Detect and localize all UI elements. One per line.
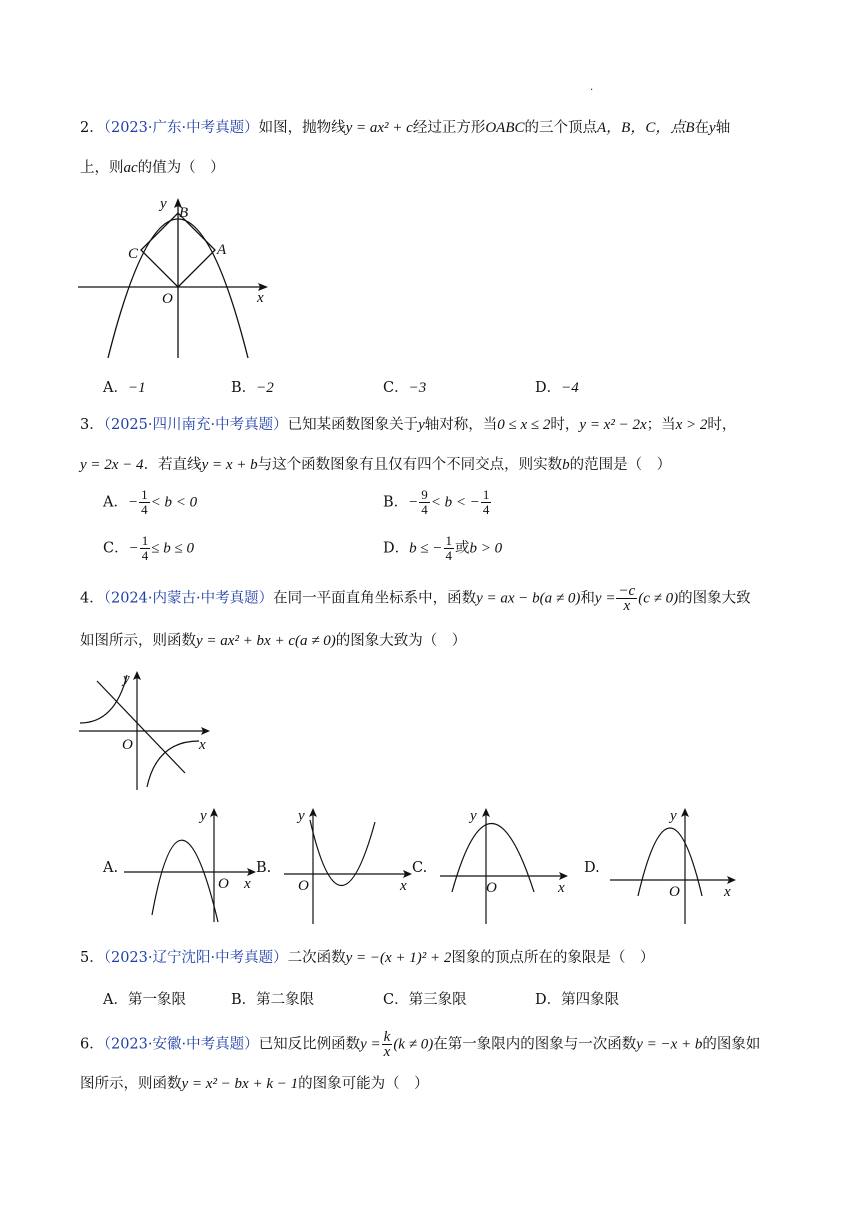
- hyperbola-branch-lower: [147, 741, 199, 787]
- option-text: 或: [455, 540, 470, 557]
- fraction: [616, 584, 637, 613]
- question-text: ．若直线: [143, 457, 202, 473]
- question-source: （2023·安徽·中考真题）: [103, 1036, 259, 1053]
- line-graph: [97, 681, 185, 773]
- question-text: 经过正方形: [412, 120, 486, 136]
- q3-option-b[interactable]: [383, 488, 492, 517]
- fraction-numerator: 1: [482, 487, 490, 502]
- formula: y: [709, 120, 716, 136]
- formula: y = x² − bx + k − 1: [181, 1076, 299, 1092]
- fraction-numerator: 1: [141, 487, 148, 502]
- label-x: x: [400, 878, 407, 894]
- fraction-denominator: 4: [482, 502, 490, 517]
- label-o: O: [218, 876, 229, 892]
- question-text: 在: [694, 120, 710, 136]
- question-text: 的图象大致: [678, 590, 751, 607]
- question-3-line-2: [80, 455, 671, 475]
- label-x: x: [257, 290, 264, 306]
- label-o: O: [162, 291, 173, 307]
- q5-option-c[interactable]: [383, 988, 467, 1009]
- question-text: 二次函数: [287, 950, 346, 966]
- label-y: y: [670, 808, 677, 824]
- option-letter: B．: [383, 494, 409, 511]
- q4-choice-c-label[interactable]: C.: [412, 860, 428, 876]
- formula: (k ≠ 0): [393, 1036, 434, 1053]
- question-text: ；当: [646, 417, 676, 433]
- label-y: y: [200, 808, 207, 824]
- fraction: [444, 534, 455, 563]
- option-letter: B．: [231, 992, 257, 1008]
- q3-option-c[interactable]: [103, 534, 194, 563]
- option-value: b ≤ −: [409, 540, 443, 557]
- fraction: [139, 488, 150, 517]
- question-source: （2023·广东·中考真题）: [103, 120, 259, 136]
- question-text: 与这个函数图象有且仅有四个不同交点，则实数: [257, 457, 563, 473]
- question-number: 4．: [80, 590, 104, 607]
- question-5-line-1: [80, 948, 654, 968]
- fraction: [481, 488, 492, 517]
- option-value: b > 0: [469, 540, 503, 557]
- option-value: −: [408, 494, 419, 511]
- question-text: 如图所示，则函数: [80, 633, 196, 649]
- label-y: y: [470, 808, 477, 824]
- label-x: x: [724, 884, 731, 900]
- question-text: 上，则: [80, 160, 124, 176]
- formula: ac: [123, 160, 138, 176]
- fraction-denominator: 4: [141, 502, 148, 517]
- question-source: （2025·四川南充·中考真题）: [103, 417, 288, 433]
- question-number: 3．: [80, 417, 104, 433]
- question-text: 已知反比例函数: [258, 1036, 361, 1053]
- option-letter: B．: [231, 380, 257, 396]
- label-o: O: [122, 737, 133, 753]
- question-text: 已知某函数图象关于: [287, 417, 419, 433]
- question-source: （2024·内蒙古·中考真题）: [103, 590, 274, 607]
- formula: y =: [360, 1036, 381, 1053]
- option-value: −3: [408, 380, 427, 396]
- label-o: O: [486, 880, 497, 896]
- option-letter: A．: [103, 380, 128, 396]
- question-2-line-1: [80, 118, 730, 138]
- question-number: 2．: [80, 120, 104, 136]
- option-letter: D．: [383, 540, 410, 557]
- label-y: y: [123, 671, 130, 687]
- q5-option-b[interactable]: [231, 988, 314, 1009]
- formula: 0 ≤ x ≤ 2: [497, 417, 551, 433]
- fraction: [140, 534, 151, 563]
- option-value: 第二象限: [256, 992, 315, 1008]
- option-letter: D．: [535, 380, 562, 396]
- label-x: x: [244, 876, 251, 892]
- q4-choice-b-graph[interactable]: [280, 800, 420, 925]
- option-letter: C．: [103, 540, 129, 557]
- label-o: O: [298, 878, 309, 894]
- formula: y =: [594, 590, 616, 607]
- label-a: A: [217, 242, 227, 258]
- q5-option-a[interactable]: [103, 988, 186, 1009]
- question-2-figure: [70, 190, 280, 365]
- fraction-numerator: 1: [445, 533, 452, 548]
- formula: B: [685, 120, 695, 136]
- fraction: [382, 1030, 393, 1059]
- question-text: 的范围是（ ）: [569, 457, 672, 473]
- q4-choice-d-label[interactable]: D.: [584, 860, 600, 876]
- option-value: −4: [561, 380, 579, 396]
- option-letter: A．: [103, 992, 128, 1008]
- label-b: B: [179, 205, 189, 221]
- question-text: 的值为（ ）: [137, 160, 225, 176]
- formula: y = ax² + c: [345, 120, 413, 136]
- fraction-denominator: 4: [141, 548, 149, 563]
- option-value: −1: [127, 380, 146, 396]
- q4-choice-d-graph[interactable]: [606, 800, 746, 925]
- option-value: −2: [256, 380, 274, 396]
- question-text: 在第一象限内的图象与一次函数: [433, 1036, 637, 1053]
- option-letter: D．: [535, 992, 562, 1008]
- parabola-curve: [152, 840, 218, 922]
- question-text: 和: [580, 590, 595, 607]
- question-text: 的图象可能为（ ）: [298, 1076, 429, 1092]
- option-value: ≤ b ≤ 0: [151, 540, 194, 557]
- q4-choice-a-graph[interactable]: [122, 800, 262, 925]
- question-number: 6．: [80, 1036, 104, 1053]
- question-text: 图象的顶点所在的象限是（ ）: [451, 950, 655, 966]
- q2-option-d[interactable]: [535, 376, 579, 397]
- q5-option-d[interactable]: [535, 988, 619, 1009]
- question-text: 轴对称，当: [424, 417, 498, 433]
- option-value: 第三象限: [408, 992, 467, 1008]
- option-value: 第四象限: [561, 992, 620, 1008]
- label-y: y: [160, 196, 167, 212]
- page-mark: .: [590, 82, 594, 93]
- question-source: （2023·辽宁沈阳·中考真题）: [103, 950, 288, 966]
- fraction-denominator: 4: [445, 548, 452, 563]
- hyperbola-branch-upper: [80, 675, 127, 723]
- q2-option-c[interactable]: [383, 376, 426, 397]
- question-4-line-1: [80, 584, 751, 613]
- fraction-numerator: −c: [618, 583, 636, 599]
- label-y: y: [298, 808, 305, 824]
- question-text: 的图象如: [702, 1036, 761, 1053]
- formula: OABC: [485, 120, 525, 136]
- formula: (c ≠ 0): [638, 590, 679, 607]
- formula: y = ax − b(a ≠ 0): [476, 590, 581, 607]
- formula: x > 2: [675, 417, 708, 433]
- label-x: x: [558, 880, 565, 896]
- option-value: −: [127, 494, 139, 511]
- question-text: 时，: [550, 417, 580, 433]
- question-3-line-1: [80, 415, 736, 435]
- question-6-line-1: [80, 1030, 760, 1059]
- label-x: x: [199, 737, 206, 753]
- option-value: < b < −: [430, 494, 480, 511]
- option-value: −: [128, 540, 139, 557]
- question-4-line-2: [80, 631, 466, 651]
- formula: y = −(x + 1)² + 2: [345, 950, 452, 966]
- formula: y: [418, 417, 425, 433]
- question-text: 如图，抛物线: [258, 120, 346, 136]
- formula: y = x + b: [201, 457, 258, 473]
- fraction-numerator: 1: [141, 533, 149, 548]
- fraction-numerator: 9: [421, 487, 428, 502]
- question-6-line-2: [80, 1074, 429, 1094]
- parabola-curve: [310, 820, 375, 886]
- q3-option-a[interactable]: [103, 488, 197, 517]
- label-c: C: [128, 246, 139, 262]
- formula: y = x² − 2x: [579, 417, 647, 433]
- fraction-numerator: k: [383, 1029, 391, 1045]
- formula: b: [562, 457, 570, 473]
- question-number: 5．: [80, 950, 104, 966]
- fraction-denominator: x: [623, 598, 631, 614]
- option-value: < b < 0: [150, 494, 198, 511]
- formula: y = 2x − 4: [80, 457, 144, 473]
- q2-option-b[interactable]: [231, 376, 274, 397]
- question-text: 轴: [715, 120, 731, 136]
- question-2-line-2: [80, 158, 225, 178]
- question-text: 在同一平面直角坐标系中，函数: [273, 590, 477, 607]
- q2-option-a[interactable]: [103, 376, 146, 397]
- question-text: 的三个顶点: [524, 120, 597, 136]
- q4-choice-b-label[interactable]: B.: [256, 860, 272, 876]
- fraction-denominator: x: [383, 1044, 391, 1060]
- option-letter: A．: [103, 494, 128, 511]
- question-4-figure: [75, 665, 215, 795]
- question-text: 的图象大致为（ ）: [335, 633, 467, 649]
- option-value: 第一象限: [127, 992, 186, 1008]
- formula: A，B，C，点: [597, 120, 686, 136]
- q4-choice-a-label[interactable]: A.: [103, 860, 119, 876]
- label-o: O: [669, 884, 680, 900]
- q3-option-d[interactable]: [383, 534, 502, 563]
- fraction: [419, 488, 430, 517]
- formula: y = ax² + bx + c(a ≠ 0): [196, 633, 336, 649]
- q4-choice-c-graph[interactable]: [436, 800, 576, 925]
- fraction-denominator: 4: [421, 502, 428, 517]
- option-letter: C．: [383, 992, 409, 1008]
- question-text: 时，: [707, 417, 737, 433]
- option-letter: C．: [383, 380, 409, 396]
- question-text: 图所示，则函数: [80, 1076, 182, 1092]
- formula: y = −x + b: [636, 1036, 703, 1053]
